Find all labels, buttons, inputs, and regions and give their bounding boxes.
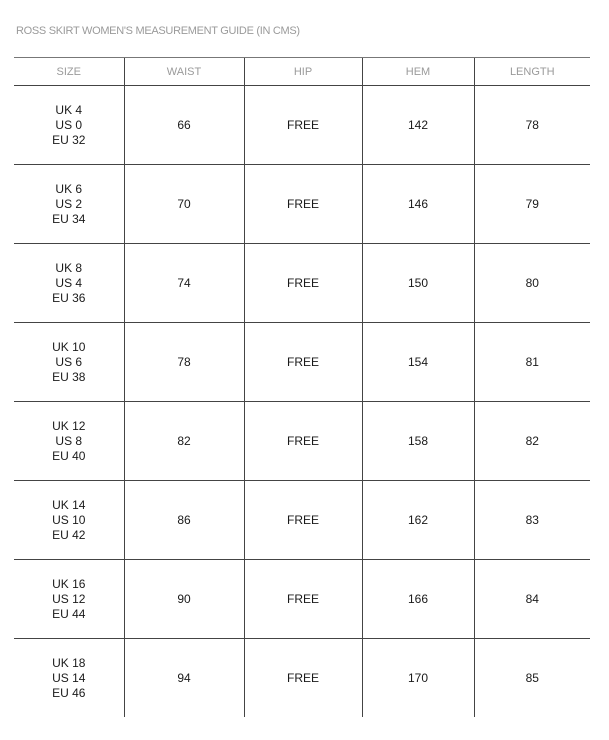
- table-body: [14, 86, 590, 718]
- hem-cell: 170: [362, 639, 474, 718]
- waist-cell: 86: [124, 481, 244, 560]
- page-title: ROSS SKIRT WOMEN'S MEASUREMENT GUIDE (IN CMS): [16, 25, 300, 37]
- hip-cell: FREE: [244, 639, 362, 718]
- length-cell: 82: [474, 402, 590, 481]
- size-cell: [14, 86, 124, 165]
- waist-cell: 78: [124, 323, 244, 402]
- waist-cell: 66: [124, 86, 244, 165]
- length-cell: 85: [474, 639, 590, 718]
- table-row: [14, 244, 590, 323]
- hip-cell: FREE: [244, 560, 362, 639]
- table-row: [14, 165, 590, 244]
- size-eu-label: EU 34: [52, 211, 86, 226]
- size-uk-label: UK 4: [55, 102, 83, 117]
- hem-cell: 158: [362, 402, 474, 481]
- hip-cell: FREE: [244, 402, 362, 481]
- size-uk-label: UK 8: [55, 260, 83, 275]
- size-eu-label: EU 32: [52, 132, 86, 147]
- waist-cell: 70: [124, 165, 244, 244]
- size-us-label: US 2: [55, 196, 83, 211]
- hem-cell: 146: [362, 165, 474, 244]
- size-uk-label: UK 10: [52, 339, 86, 354]
- size-cell: [14, 323, 124, 402]
- waist-cell: 82: [124, 402, 244, 481]
- length-cell: 83: [474, 481, 590, 560]
- size-us-label: US 4: [55, 275, 83, 290]
- length-cell: 79: [474, 165, 590, 244]
- size-cell: [14, 244, 124, 323]
- hip-cell: FREE: [244, 481, 362, 560]
- size-eu-label: EU 38: [52, 369, 86, 384]
- column-header-hem: HEM: [362, 58, 474, 86]
- size-uk-label: UK 6: [55, 181, 83, 196]
- hem-cell: 142: [362, 86, 474, 165]
- waist-cell: 94: [124, 639, 244, 718]
- table-row: [14, 560, 590, 639]
- size-cell: [14, 639, 124, 718]
- hem-cell: 150: [362, 244, 474, 323]
- size-us-label: US 6: [55, 354, 83, 369]
- column-header-size: SIZE: [14, 58, 124, 86]
- length-cell: 78: [474, 86, 590, 165]
- column-header-length: LENGTH: [474, 58, 590, 86]
- table-row: [14, 86, 590, 165]
- waist-cell: 74: [124, 244, 244, 323]
- length-cell: 80: [474, 244, 590, 323]
- size-eu-label: EU 44: [52, 606, 86, 621]
- size-cell: [14, 402, 124, 481]
- table-header-row: [14, 58, 590, 86]
- size-us-label: US 12: [52, 591, 86, 606]
- hem-cell: 162: [362, 481, 474, 560]
- size-us-label: US 8: [55, 433, 83, 448]
- size-eu-label: EU 46: [52, 685, 86, 700]
- size-eu-label: EU 42: [52, 527, 86, 542]
- size-us-label: US 0: [55, 117, 83, 132]
- size-us-label: US 14: [52, 670, 86, 685]
- hip-cell: FREE: [244, 244, 362, 323]
- waist-cell: 90: [124, 560, 244, 639]
- size-us-label: US 10: [52, 512, 86, 527]
- size-uk-label: UK 12: [52, 418, 86, 433]
- table-row: [14, 481, 590, 560]
- hip-cell: FREE: [244, 323, 362, 402]
- hem-cell: 154: [362, 323, 474, 402]
- size-cell: [14, 560, 124, 639]
- size-cell: [14, 165, 124, 244]
- size-uk-label: UK 16: [52, 576, 86, 591]
- size-uk-label: UK 18: [52, 655, 86, 670]
- size-cell: [14, 481, 124, 560]
- measurement-table: [14, 57, 590, 717]
- hip-cell: FREE: [244, 86, 362, 165]
- column-header-waist: WAIST: [124, 58, 244, 86]
- table-row: [14, 402, 590, 481]
- column-header-hip: HIP: [244, 58, 362, 86]
- size-uk-label: UK 14: [52, 497, 86, 512]
- table-row: [14, 323, 590, 402]
- length-cell: 81: [474, 323, 590, 402]
- hip-cell: FREE: [244, 165, 362, 244]
- size-eu-label: EU 36: [52, 290, 86, 305]
- table-row: [14, 639, 590, 718]
- hem-cell: 166: [362, 560, 474, 639]
- size-eu-label: EU 40: [52, 448, 86, 463]
- length-cell: 84: [474, 560, 590, 639]
